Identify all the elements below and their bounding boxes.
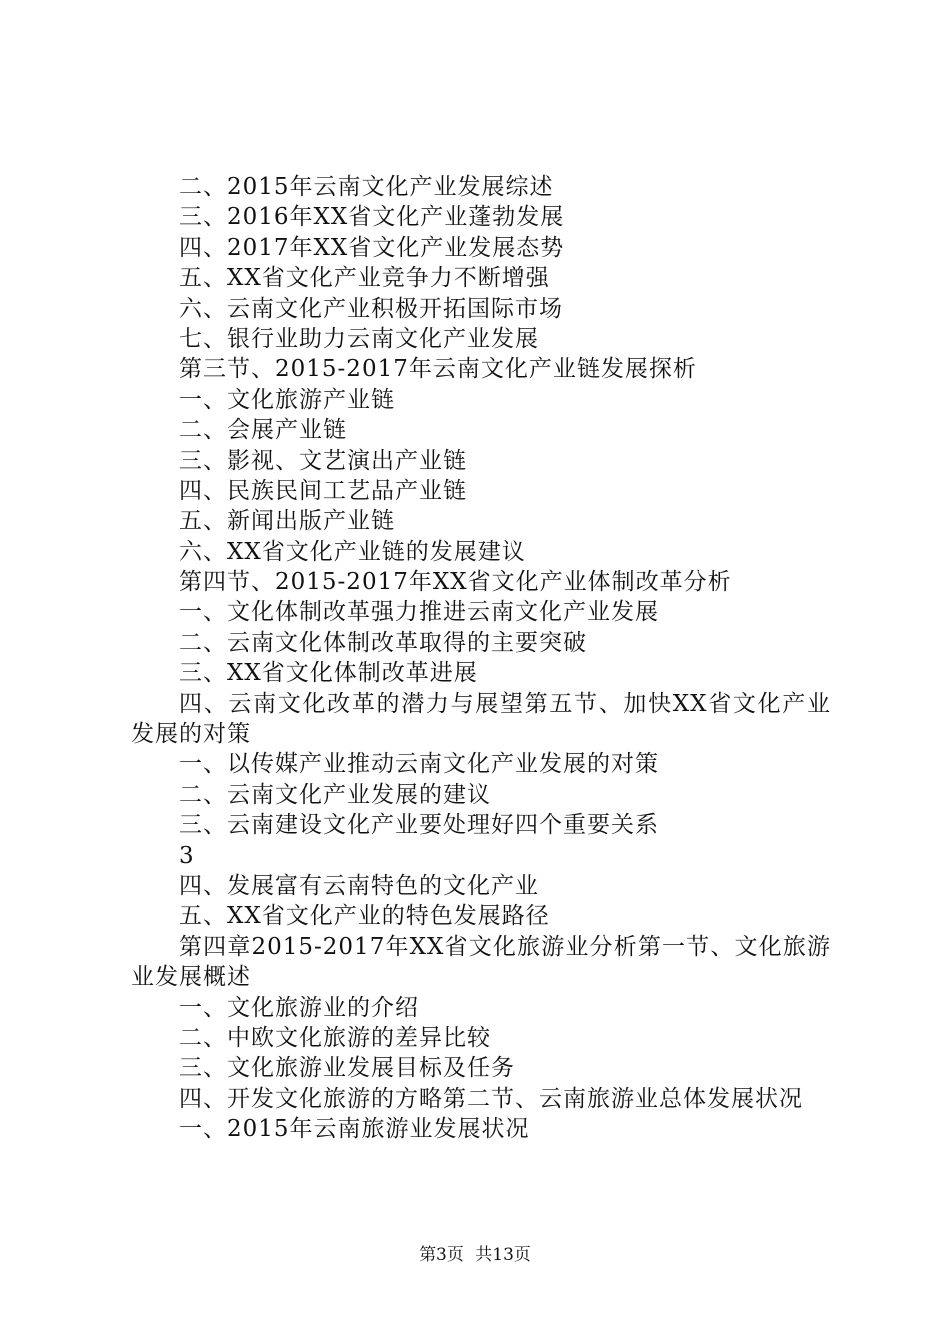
toc-wrapped-line: 四、开发文化旅游的方略第二节、云南旅游业总体发展状况 — [179, 1085, 803, 1112]
toc-line: 四、民族民间工艺品产业链 — [179, 477, 467, 504]
toc-line: 二、中欧文化旅游的差异比较 — [179, 1025, 491, 1051]
page-total: 共13页 — [475, 1245, 531, 1265]
toc-line: 二、2015年云南文化产业发展综述 — [179, 174, 554, 200]
toc-line: 一、文化体制改革强力推进云南文化产业发展 — [179, 599, 659, 626]
toc-line: 三、影视、文艺演出产业链 — [179, 447, 467, 474]
document-body — [131, 172, 831, 1145]
toc-line: 一、文化旅游业的介绍 — [179, 994, 419, 1021]
toc-line: 三、XX省文化体制改革进展 — [179, 660, 478, 687]
toc-line: 七、银行业助力云南文化产业发展 — [179, 325, 539, 352]
toc-line: 二、会展产业链 — [179, 417, 347, 444]
toc-line: 二、云南文化体制改革取得的主要突破 — [179, 629, 587, 656]
toc-line: 六、XX省文化产业链的发展建议 — [179, 538, 526, 565]
toc-line: 三、2016年XX省文化产业蓬勃发展 — [179, 204, 565, 231]
toc-line: 三、文化旅游业发展目标及任务 — [179, 1055, 515, 1082]
page-footer — [0, 1244, 950, 1266]
page-marker: 3 — [179, 842, 195, 869]
toc-line: 一、2015年云南旅游业发展状况 — [179, 1116, 530, 1143]
toc-line: 二、云南文化产业发展的建议 — [179, 781, 491, 808]
toc-line: 三、云南建设文化产业要处理好四个重要关系 — [179, 812, 659, 839]
toc-line: 六、云南文化产业积极开拓国际市场 — [179, 295, 563, 322]
toc-line: 四、发展富有云南特色的文化产业 — [179, 873, 539, 900]
toc-line: 一、以传媒产业推动云南文化产业发展的对策 — [179, 751, 659, 778]
page-number: 第3页 — [419, 1245, 464, 1265]
toc-section-heading: 第三节、2015-2017年云南文化产业链发展探析 — [179, 356, 697, 383]
toc-line: 四、2017年XX省文化产业发展态势 — [179, 234, 565, 261]
toc-line: 五、XX省文化产业的特色发展路径 — [179, 903, 550, 930]
toc-wrapped-line: 四、云南文化改革的潜力与展望第五节、加快XX省文化产业发展的对策 — [131, 690, 831, 748]
toc-line: 五、新闻出版产业链 — [179, 508, 395, 535]
toc-wrapped-line: 第四章2015-2017年XX省文化旅游业分析第一节、文化旅游业发展概述 — [131, 933, 831, 991]
toc-line: 一、文化旅游产业链 — [179, 386, 395, 413]
toc-section-heading: 第四节、2015-2017年XX省文化产业体制改革分析 — [179, 569, 732, 596]
toc-line: 五、XX省文化产业竞争力不断增强 — [179, 265, 550, 292]
